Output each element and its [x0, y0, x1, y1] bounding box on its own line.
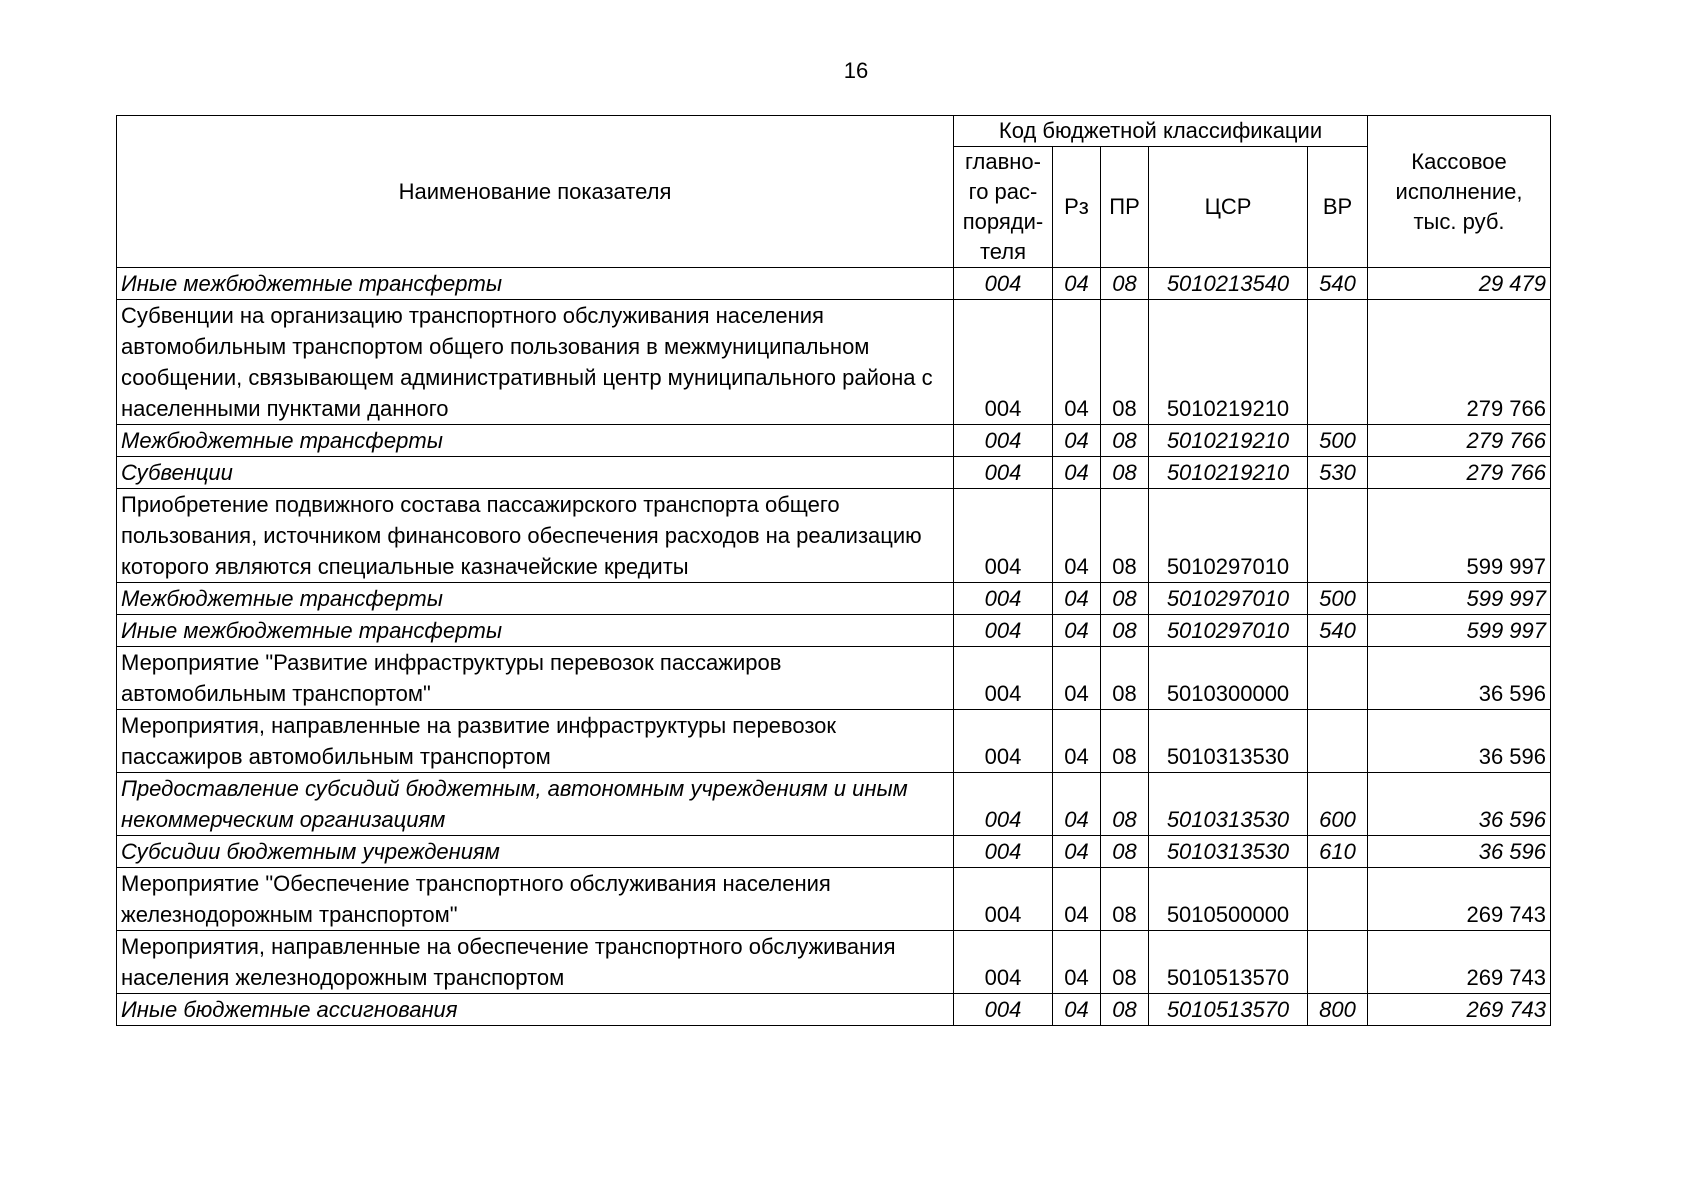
header-vr: ВР: [1308, 147, 1368, 268]
table-row: [117, 583, 1551, 615]
row-csr-cell: 5010313530: [1149, 836, 1308, 868]
row-gr-cell: 004: [954, 300, 1053, 425]
row-vr-cell: [1308, 710, 1368, 773]
budget-execution-table: [116, 115, 1551, 1026]
row-vr-cell: 600: [1308, 773, 1368, 836]
header-csr: ЦСР: [1149, 147, 1308, 268]
header-code-group: Код бюджетной классификации: [954, 116, 1368, 147]
row-pr-cell: 08: [1101, 457, 1149, 489]
row-gr-cell: 004: [954, 268, 1053, 300]
row-csr-cell: 5010297010: [1149, 489, 1308, 583]
row-csr-cell: 5010219210: [1149, 425, 1308, 457]
table-row: [117, 836, 1551, 868]
table-row: [117, 615, 1551, 647]
row-csr-cell: 5010213540: [1149, 268, 1308, 300]
row-vr-cell: 610: [1308, 836, 1368, 868]
row-rz-cell: 04: [1053, 489, 1101, 583]
row-name-cell: Иные межбюджетные трансферты: [117, 268, 954, 300]
page-number: 16: [843, 58, 869, 83]
row-csr-cell: 5010219210: [1149, 457, 1308, 489]
row-pr-cell: 08: [1101, 931, 1149, 994]
header-pr: ПР: [1101, 147, 1149, 268]
row-pr-cell: 08: [1101, 994, 1149, 1026]
row-rz-cell: 04: [1053, 994, 1101, 1026]
row-pr-cell: 08: [1101, 615, 1149, 647]
row-vr-cell: 500: [1308, 425, 1368, 457]
row-csr-cell: 5010513570: [1149, 994, 1308, 1026]
row-amount-cell: 599 997: [1368, 489, 1551, 583]
row-gr-cell: 004: [954, 489, 1053, 583]
row-csr-cell: 5010300000: [1149, 647, 1308, 710]
table-row: [117, 457, 1551, 489]
row-amount-cell: 279 766: [1368, 300, 1551, 425]
row-csr-cell: 5010313530: [1149, 710, 1308, 773]
row-amount-cell: 36 596: [1368, 836, 1551, 868]
row-gr-cell: 004: [954, 647, 1053, 710]
row-vr-cell: [1308, 868, 1368, 931]
row-pr-cell: 08: [1101, 268, 1149, 300]
header-gr: главно-го рас-поряди-теля: [954, 147, 1053, 268]
row-csr-cell: 5010500000: [1149, 868, 1308, 931]
row-pr-cell: 08: [1101, 300, 1149, 425]
row-gr-cell: 004: [954, 931, 1053, 994]
row-rz-cell: 04: [1053, 931, 1101, 994]
row-rz-cell: 04: [1053, 868, 1101, 931]
row-rz-cell: 04: [1053, 710, 1101, 773]
row-name-cell: Субвенции: [117, 457, 954, 489]
table-body: [117, 268, 1551, 1026]
row-rz-cell: 04: [1053, 583, 1101, 615]
table-row: [117, 931, 1551, 994]
header-amount: Кассовое исполнение, тыс. руб.: [1368, 116, 1551, 268]
row-rz-cell: 04: [1053, 836, 1101, 868]
row-pr-cell: 08: [1101, 425, 1149, 457]
row-name-cell: Мероприятие "Обеспечение транспортного обслуживания населения железнодорожным транспортом": [117, 868, 954, 931]
row-amount-cell: 36 596: [1368, 710, 1551, 773]
row-rz-cell: 04: [1053, 647, 1101, 710]
row-pr-cell: 08: [1101, 583, 1149, 615]
row-gr-cell: 004: [954, 994, 1053, 1026]
row-rz-cell: 04: [1053, 773, 1101, 836]
row-csr-cell: 5010297010: [1149, 583, 1308, 615]
row-pr-cell: 08: [1101, 773, 1149, 836]
row-gr-cell: 004: [954, 710, 1053, 773]
table-row: [117, 300, 1551, 425]
row-amount-cell: 279 766: [1368, 457, 1551, 489]
row-pr-cell: 08: [1101, 489, 1149, 583]
row-amount-cell: 599 997: [1368, 583, 1551, 615]
row-amount-cell: 279 766: [1368, 425, 1551, 457]
row-gr-cell: 004: [954, 457, 1053, 489]
row-amount-cell: 599 997: [1368, 615, 1551, 647]
row-amount-cell: 29 479: [1368, 268, 1551, 300]
row-gr-cell: 004: [954, 836, 1053, 868]
table-row: [117, 647, 1551, 710]
header-name: Наименование показателя: [117, 116, 954, 268]
table-row: [117, 773, 1551, 836]
row-name-cell: Субвенции на организацию транспортного обслуживания населения автомобильным транспортом общего пользования в межмуниципальном сообщении, связывающем административный центр муниципального района с населенными пунктами данного: [117, 300, 954, 425]
row-name-cell: Приобретение подвижного состава пассажирского транспорта общего пользования, источником финансового обеспечения расходов на реализацию которого являются специальные казначейские кредиты: [117, 489, 954, 583]
row-name-cell: Субсидии бюджетным учреждениям: [117, 836, 954, 868]
row-name-cell: Предоставление субсидий бюджетным, автономным учреждениям и иным некоммерческим организациям: [117, 773, 954, 836]
row-name-cell: Мероприятия, направленные на обеспечение транспортного обслуживания населения железнодорожным транспортом: [117, 931, 954, 994]
row-vr-cell: [1308, 489, 1368, 583]
row-gr-cell: 004: [954, 425, 1053, 457]
row-name-cell: Мероприятия, направленные на развитие инфраструктуры перевозок пассажиров автомобильным транспортом: [117, 710, 954, 773]
row-vr-cell: 800: [1308, 994, 1368, 1026]
row-pr-cell: 08: [1101, 710, 1149, 773]
row-name-cell: Мероприятие "Развитие инфраструктуры перевозок пассажиров автомобильным транспортом": [117, 647, 954, 710]
row-vr-cell: [1308, 300, 1368, 425]
row-gr-cell: 004: [954, 868, 1053, 931]
row-amount-cell: 36 596: [1368, 773, 1551, 836]
row-rz-cell: 04: [1053, 300, 1101, 425]
row-csr-cell: 5010219210: [1149, 300, 1308, 425]
row-vr-cell: 500: [1308, 583, 1368, 615]
row-amount-cell: 269 743: [1368, 931, 1551, 994]
row-vr-cell: [1308, 647, 1368, 710]
row-csr-cell: 5010513570: [1149, 931, 1308, 994]
row-name-cell: Межбюджетные трансферты: [117, 583, 954, 615]
row-pr-cell: 08: [1101, 647, 1149, 710]
table-row: [117, 425, 1551, 457]
table-row: [117, 994, 1551, 1026]
row-amount-cell: 36 596: [1368, 647, 1551, 710]
row-vr-cell: 540: [1308, 615, 1368, 647]
row-pr-cell: 08: [1101, 836, 1149, 868]
row-rz-cell: 04: [1053, 425, 1101, 457]
row-gr-cell: 004: [954, 615, 1053, 647]
table-header: [117, 116, 1551, 268]
row-amount-cell: 269 743: [1368, 868, 1551, 931]
row-rz-cell: 04: [1053, 615, 1101, 647]
row-rz-cell: 04: [1053, 457, 1101, 489]
table-row: [117, 268, 1551, 300]
row-gr-cell: 004: [954, 773, 1053, 836]
table-row: [117, 489, 1551, 583]
row-csr-cell: 5010297010: [1149, 615, 1308, 647]
row-name-cell: Иные межбюджетные трансферты: [117, 615, 954, 647]
table-row: [117, 868, 1551, 931]
row-vr-cell: 540: [1308, 268, 1368, 300]
table-row: [117, 710, 1551, 773]
row-amount-cell: 269 743: [1368, 994, 1551, 1026]
row-pr-cell: 08: [1101, 868, 1149, 931]
row-vr-cell: [1308, 931, 1368, 994]
row-vr-cell: 530: [1308, 457, 1368, 489]
row-name-cell: Межбюджетные трансферты: [117, 425, 954, 457]
row-gr-cell: 004: [954, 583, 1053, 615]
row-csr-cell: 5010313530: [1149, 773, 1308, 836]
row-name-cell: Иные бюджетные ассигнования: [117, 994, 954, 1026]
header-rz: Рз: [1053, 147, 1101, 268]
row-rz-cell: 04: [1053, 268, 1101, 300]
